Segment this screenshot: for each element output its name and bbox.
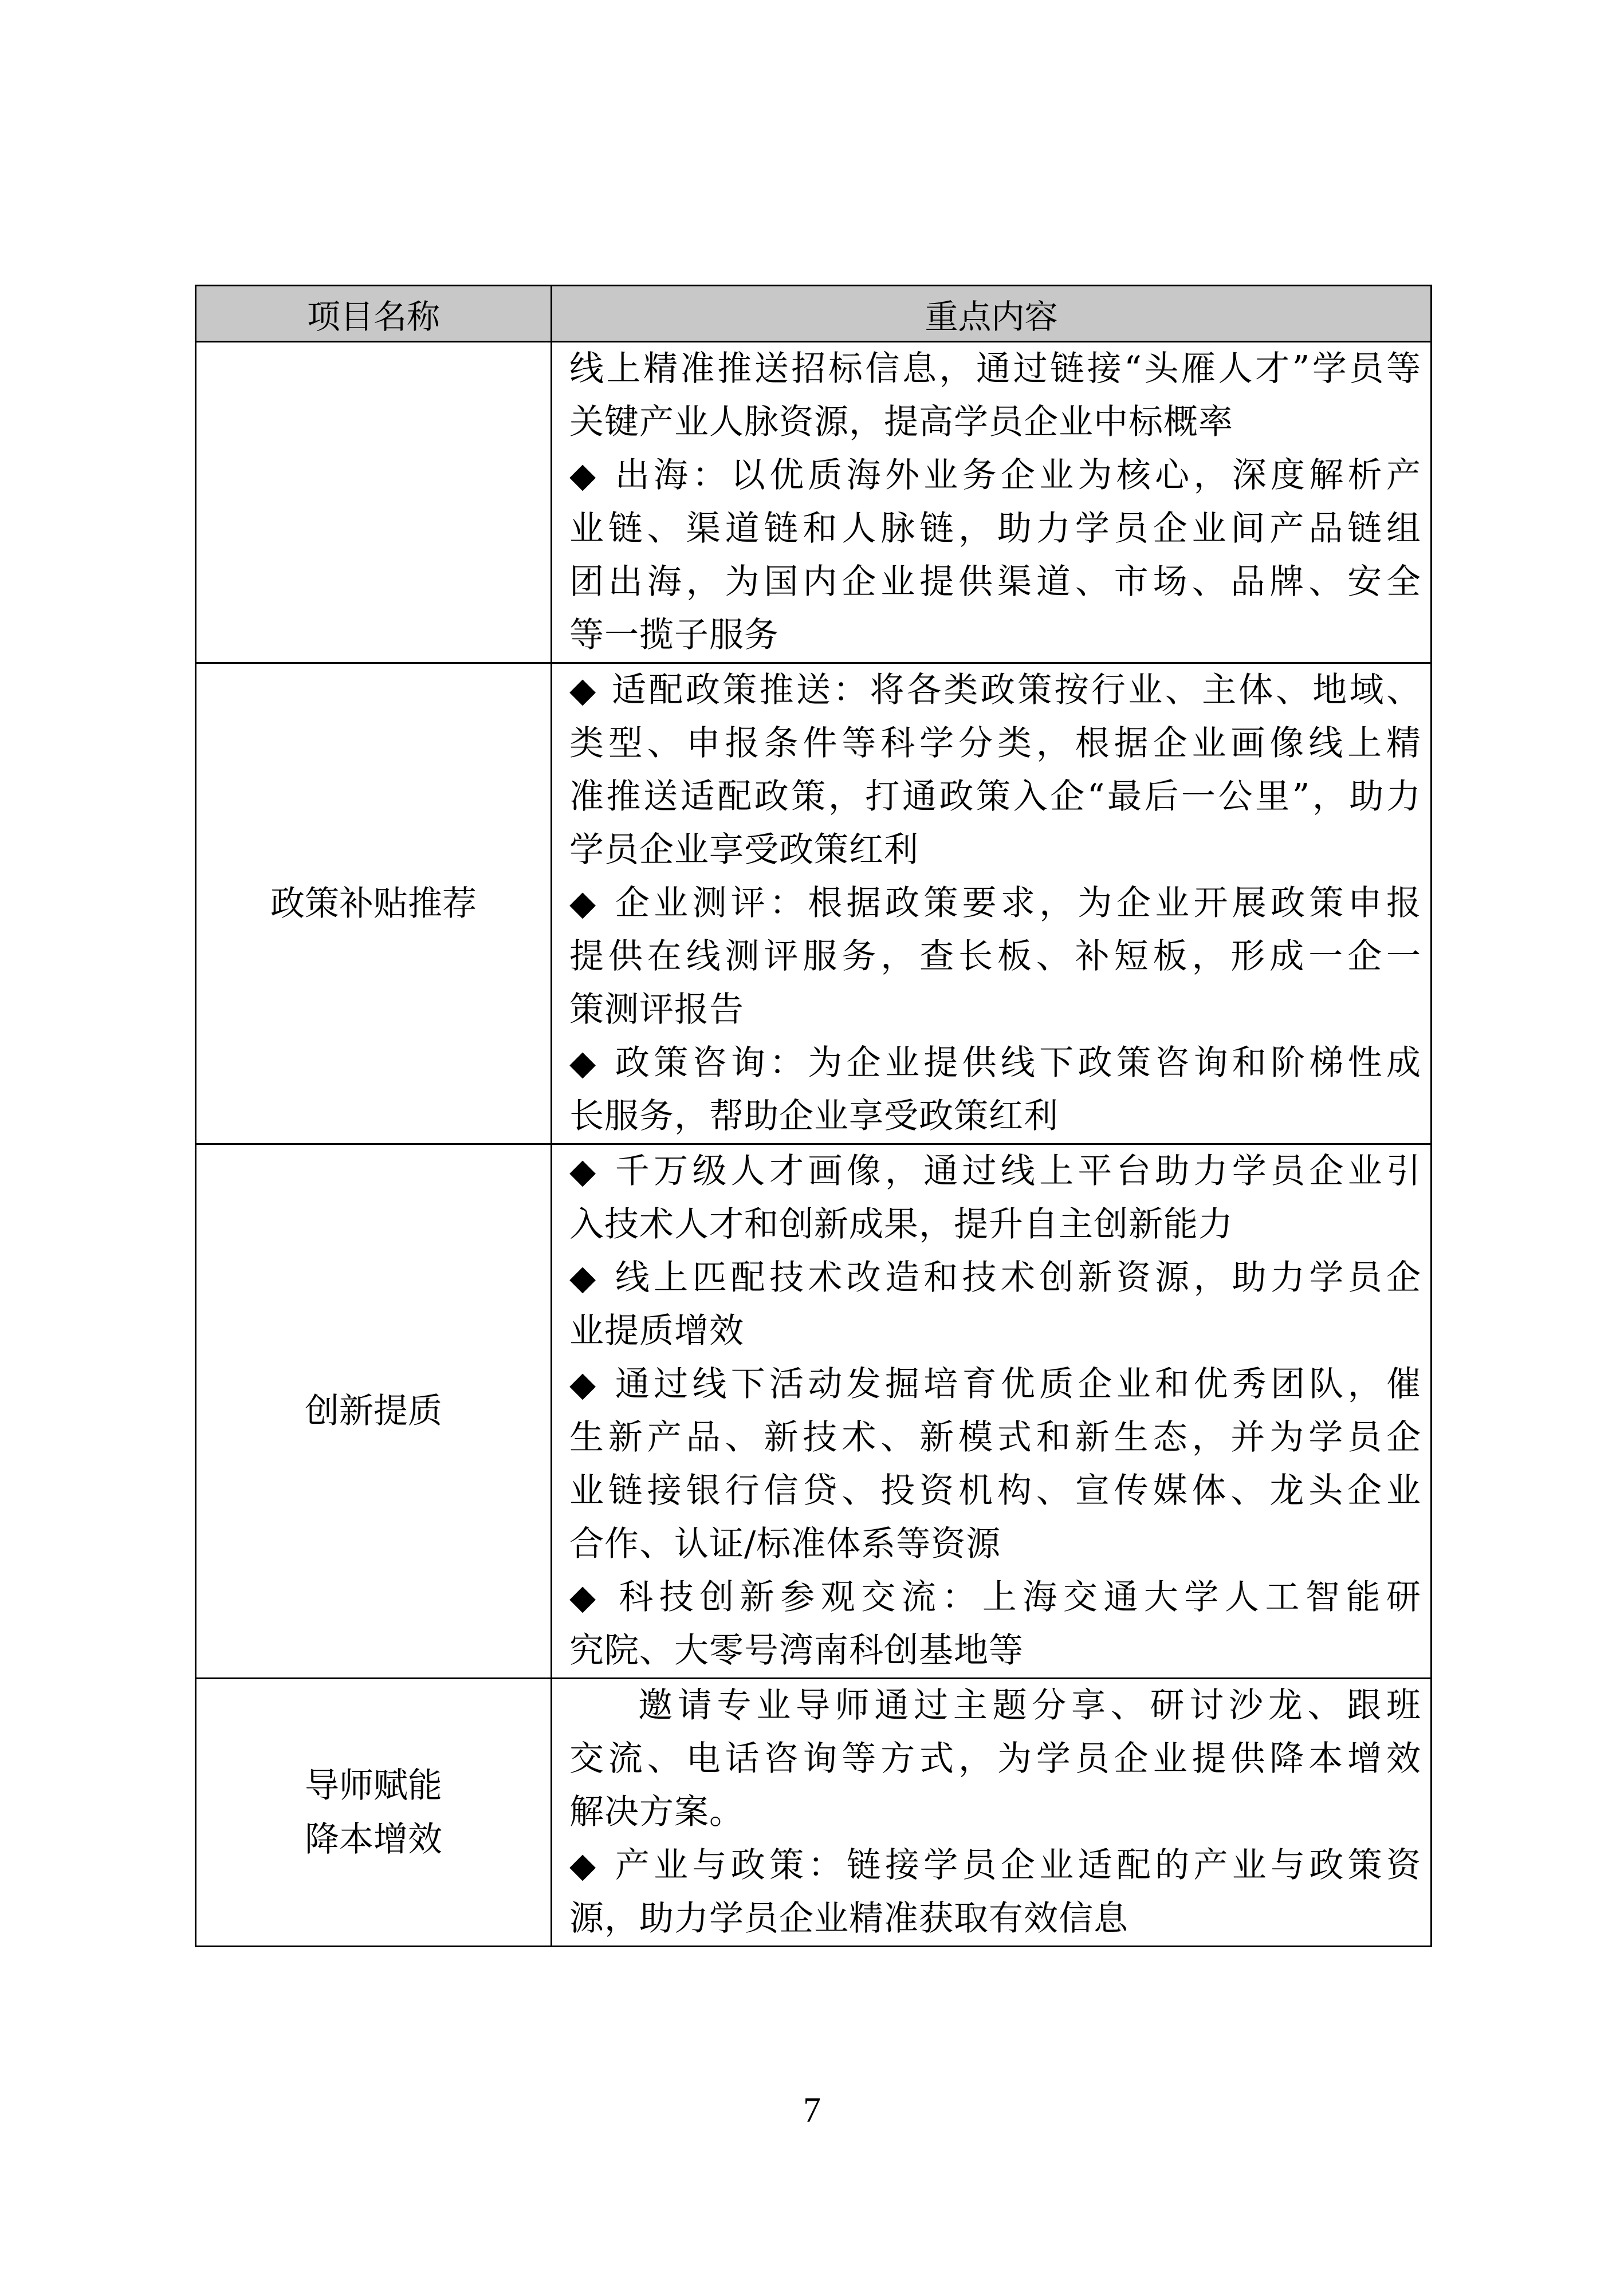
content-line: 等一揽子服务 <box>569 615 779 655</box>
content-line: ◆ 科技创新参观交流：上海交通大学人工智能研 <box>569 1577 1421 1617</box>
key-content-cell <box>552 1144 1432 1679</box>
table-row <box>196 1679 1432 1947</box>
content-line: 策测评报告 <box>569 990 744 1030</box>
content-line: 关键产业人脉资源，提高学员企业中标概率 <box>569 402 1233 442</box>
content-line: 团出海，为国内企业提供渠道、市场、品牌、安全 <box>569 562 1421 602</box>
content-line: 长服务，帮助企业享受政策红利 <box>569 1096 1059 1136</box>
project-name-cell <box>196 1679 552 1947</box>
content-line: ◆ 适配政策推送：将各类政策按行业、主体、地域、 <box>569 670 1421 710</box>
content-line: 业链、渠道链和人脉链，助力学员企业间产品链组 <box>569 509 1421 549</box>
table-row <box>196 663 1432 1144</box>
header-project-name: 项目名称 <box>196 286 552 342</box>
project-name: 导师赋能 <box>305 1765 442 1806</box>
content-line: ◆ 产业与政策：链接学员企业适配的产业与政策资 <box>569 1845 1421 1885</box>
project-table <box>195 285 1432 1947</box>
table-row <box>196 1144 1432 1679</box>
content-line: 邀请专业导师通过主题分享、研讨沙龙、跟班 <box>638 1685 1421 1726</box>
project-name: 政策补贴推荐 <box>270 883 477 924</box>
page-number: 7 <box>803 2091 821 2130</box>
content-line: 业提质增效 <box>569 1311 744 1351</box>
content-line: ◆ 线上匹配技术改造和技术创新资源，助力学员企 <box>569 1258 1421 1298</box>
content-line: ◆ 政策咨询：为企业提供线下政策咨询和阶梯性成 <box>569 1043 1421 1083</box>
content-line: 学员企业享受政策红利 <box>569 830 919 870</box>
content-line: ◆ 千万级人才画像，通过线上平台助力学员企业引 <box>569 1151 1421 1191</box>
key-content-cell <box>552 342 1432 663</box>
content-line: 生新产品、新技术、新模式和新生态，并为学员企 <box>569 1417 1421 1458</box>
content-line: 业链接银行信贷、投资机构、宣传媒体、龙头企业 <box>569 1471 1421 1511</box>
project-name-cell <box>196 663 552 1144</box>
content-line: ◆ 出海：以优质海外业务企业为核心，深度解析产 <box>569 455 1421 495</box>
content-line: 源，助力学员企业精准获取有效信息 <box>569 1899 1128 1939</box>
content-line: 入技术人才和创新成果，提升自主创新能力 <box>569 1204 1233 1245</box>
content-line: ◆ 通过线下活动发掘培育优质企业和优秀团队，催 <box>569 1364 1421 1404</box>
key-content-cell <box>552 1679 1432 1947</box>
header-key-content: 重点内容 <box>552 286 1432 342</box>
content-line: 类型、申报条件等科学分类，根据企业画像线上精 <box>569 723 1421 763</box>
project-name: 降本增效 <box>305 1819 442 1860</box>
content-line: 提供在线测评服务，查长板、补短板，形成一企一 <box>569 936 1421 976</box>
content-line: 线上精准推送招标信息，通过链接“头雁人才”学员等 <box>569 349 1421 389</box>
project-name-cell <box>196 342 552 663</box>
table-header-row <box>196 286 1432 342</box>
content-line: 交流、电话咨询等方式，为学员企业提供降本增效 <box>569 1739 1421 1779</box>
key-content-cell <box>552 663 1432 1144</box>
project-name-cell <box>196 1144 552 1679</box>
content-line: 准推送适配政策，打通政策入企“最后一公里”，助力 <box>569 777 1421 817</box>
content-line: ◆ 企业测评：根据政策要求，为企业开展政策申报 <box>569 883 1421 923</box>
content-line: 究院、大零号湾南科创基地等 <box>569 1631 1024 1671</box>
content-line: 合作、认证/标准体系等资源 <box>569 1524 1001 1564</box>
project-name: 创新提质 <box>305 1391 442 1431</box>
table-row <box>196 342 1432 663</box>
content-line: 解决方案。 <box>569 1792 744 1832</box>
